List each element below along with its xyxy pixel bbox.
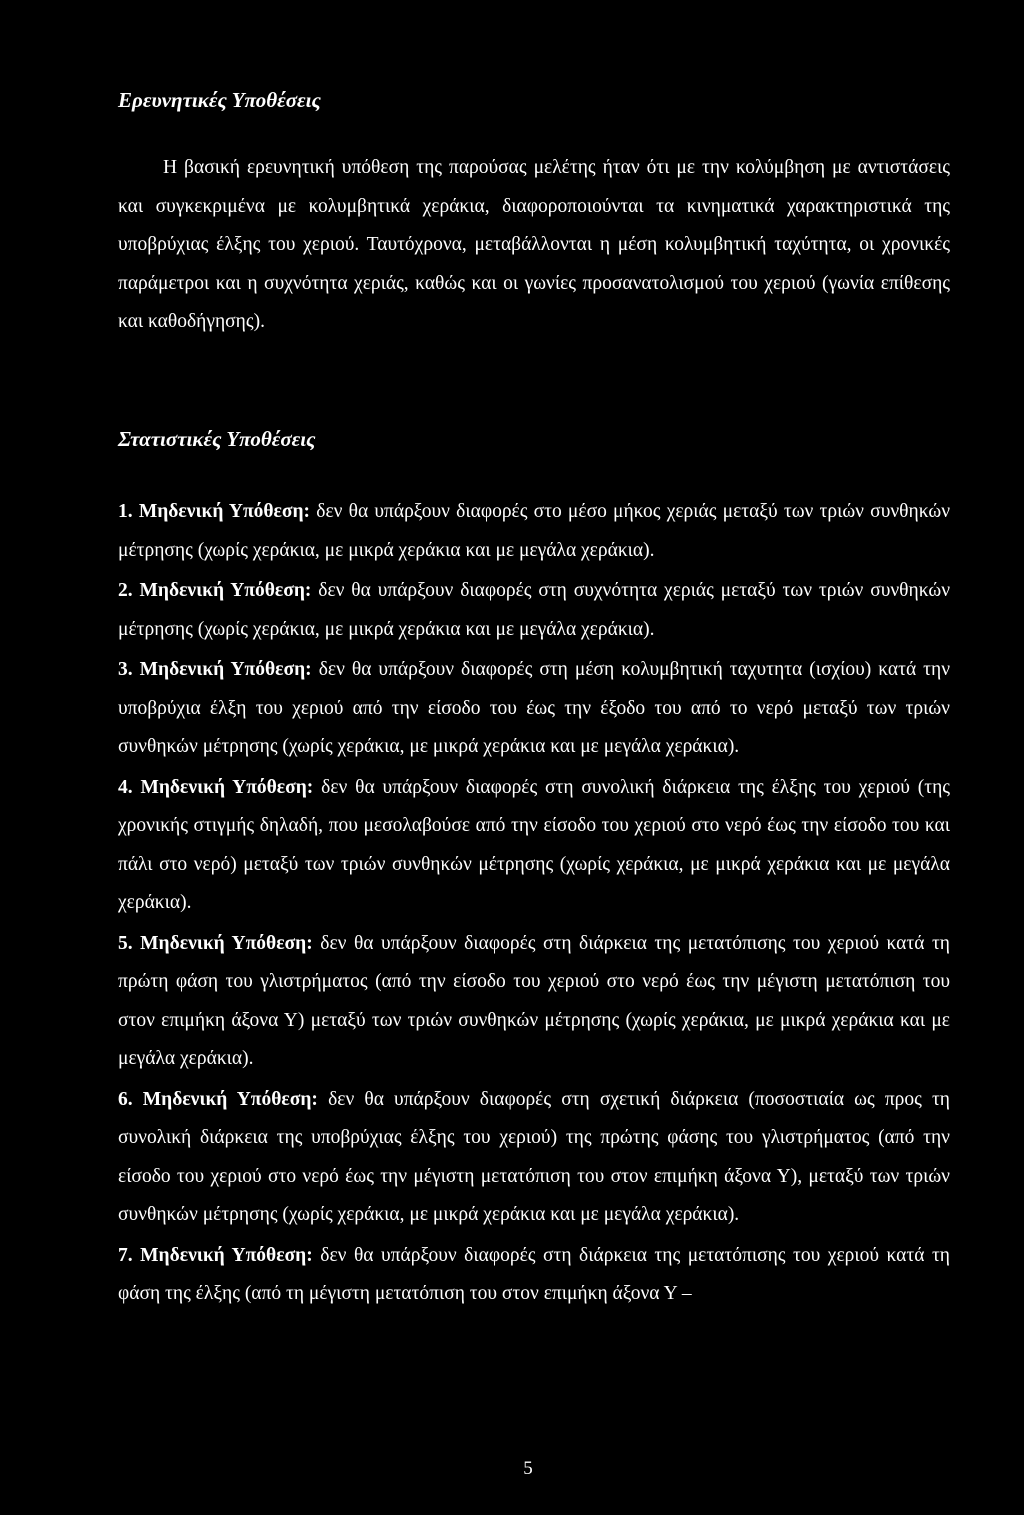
hypothesis-label: Μηδενική Υπόθεση:: [140, 932, 313, 954]
page-number: 5: [523, 1458, 533, 1479]
heading-statistical-hypotheses: Στατιστικές Υποθέσεις: [118, 427, 316, 451]
hypothesis-label: Μηδενική Υπόθεση:: [140, 776, 314, 798]
hypothesis-number: 3.: [118, 659, 133, 680]
hypothesis-item: [118, 651, 950, 767]
hypothesis-label: Μηδενική Υπόθεση:: [142, 1088, 318, 1110]
hypothesis-text: δεν θα υπάρξουν διαφορές στη μέση κολυμβητική ταχυτητα (ισχίου) κατά την υποβρύχια έλξη του χεριού από την είσοδο του έως την έξοδο του από το νερό μεταξύ των τριών συνθηκών μέτρησης (χωρίς χεράκια, με μικρά χεράκια και με μεγάλα χεράκια).: [118, 659, 951, 757]
hypothesis-number: 5.: [118, 932, 133, 954]
hypothesis-item: [118, 493, 950, 570]
hypothesis-item: [118, 572, 950, 649]
hypothesis-text: δεν θα υπάρξουν διαφορές στη συχνότητα χεριάς μεταξύ των τριών συνθηκών μέτρησης (χωρίς χεράκια, με μικρά χεράκια και με μεγάλα χεράκια).: [118, 580, 951, 640]
hypotheses-list: [118, 493, 950, 1316]
intro-paragraph: Η βασική ερευνητική υπόθεση της παρούσας μελέτης ήταν ότι με την κολύμβηση με αντιστάσεις και συγκεκριμένα με κολυμβητικά χεράκια, διαφοροποιούνται τα κινηματικά χαρακτηριστικά της υποβρύχιας έλξης του χεριού. Ταυτόχρονα, μεταβάλλονται η μέση κολυμβητική ταχύτητα, οι χρονικές παράμετροι και η συχνότητα χεριάς, καθώς και οι γωνίες προσανατολισμού του χεριού (γωνία επίθεσης και καθοδήγησης).: [118, 157, 950, 332]
hypothesis-number: 1.: [118, 501, 133, 522]
hypothesis-number: 6.: [118, 1088, 133, 1110]
hypothesis-text: δεν θα υπάρξουν διαφορές στη διάρκεια της μετατόπισης του χεριού κατά τη πρώτη φάση του γλιστρήματος (από την είσοδο του χεριού στο νερό έως την μέγιστη μετατόπιση του στον επιμήκη άξονα Υ) μεταξύ των τριών συνθηκών μέτρησης (χωρίς χεράκια, με μικρά χεράκια και με μεγάλα χεράκια).: [118, 932, 950, 1069]
hypothesis-label: Μηδενική Υπόθεση:: [140, 1244, 313, 1266]
hypothesis-number: 2.: [118, 580, 133, 601]
hypothesis-label: Μηδενική Υπόθεση:: [138, 501, 311, 522]
hypothesis-text: δεν θα υπάρξουν διαφορές στο μέσο μήκος χεριάς μεταξύ των τριών συνθηκών μέτρησης (χωρίς χεράκια, με μικρά χεράκια και με μεγάλα χεράκια).: [118, 501, 951, 561]
hypothesis-label: Μηδενική Υπόθεση:: [139, 659, 312, 680]
hypothesis-item: [118, 769, 950, 923]
hypothesis-label: Μηδενική Υπόθεση:: [139, 580, 312, 601]
hypothesis-number: 4.: [118, 776, 133, 798]
hypothesis-text: δεν θα υπάρξουν διαφορές στη συνολική διάρκεια της έλξης του χεριού (της χρονικής στιγμής δηλαδή, που μεσολαβούσε από την είσοδο του χεριού στο νερό έως την είσοδο του και πάλι στο νερό) μεταξύ των τριών συνθηκών μέτρησης (χωρίς χεράκια, με μικρά χεράκια και με μεγάλα χεράκια).: [118, 776, 951, 913]
hypothesis-item: [118, 1237, 950, 1314]
hypothesis-number: 7.: [118, 1244, 133, 1266]
heading-research-hypotheses: Ερευνητικές Υποθέσεις: [118, 88, 321, 112]
hypothesis-text: δεν θα υπάρξουν διαφορές στη διάρκεια της μετατόπισης του χεριού κατά τη φάση της έλξης (από τη μέγιστη μετατόπιση του στον επιμήκη άξονα Υ –: [118, 1244, 950, 1304]
hypothesis-item: [118, 1081, 950, 1235]
hypothesis-text: δεν θα υπάρξουν διαφορές στη σχετική διάρκεια (ποσοστιαία ως προς τη συνολική διάρκεια της υποβρύχιας έλξης του χεριού) της πρώτης φάσης του γλιστρήματος (από την είσοδο του χεριού στο νερό έως την μέγιστη μετατόπιση του στον επιμήκη άξονα Υ), μεταξύ των τριών συνθηκών μέτρησης (χωρίς χεράκια, με μικρά χεράκια και με μεγάλα χεράκια).: [118, 1088, 951, 1225]
hypothesis-item: [118, 925, 950, 1079]
